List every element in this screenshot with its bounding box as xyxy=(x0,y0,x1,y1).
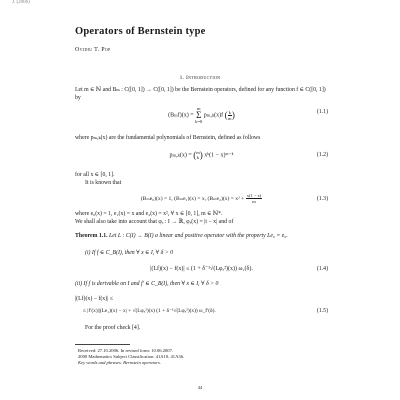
eq3-fraction xyxy=(246,193,263,204)
eq3-frac-num: x(1 − x) xyxy=(246,193,262,199)
footnote-msc: 2000 Mathematics Subject Classification. 41A10, 41A36. xyxy=(78,354,185,359)
eq1-lhs: (Bₘf)(x) = xyxy=(168,112,194,119)
equation-1-2: pₘ,ₖ(x) = ( m k ) xᵏ(1 − x)ᵐ⁻ᵏ (1.2) xyxy=(169,150,328,160)
paragraph-phi: We shall also take into account that φₓ : I → ℝ, φₓ(x) = |t − x| and of xyxy=(75,219,234,225)
author-name: Ovidiu T. Pop xyxy=(75,47,111,53)
eq4-body: |(Lf)(x) − f(x)| ≤ (1 + δ⁻¹√(Lφₓ²)(x)) ω₁(δ). xyxy=(150,266,253,272)
running-header: J. (2006) xyxy=(12,0,30,5)
eq1-sum-top: m xyxy=(196,106,201,111)
eq4-number: (1.4) xyxy=(316,266,328,272)
theorem-item-i: (i) If f ∈ C_B(I), then ∀ x ∈ I, ∀ δ > 0 xyxy=(85,250,174,256)
section-heading: 1. Introduction xyxy=(179,75,221,81)
paragraph-polynomials: where pₘ,ₖ(x) are the fundamental polynomials of Bernstein, defined as follows xyxy=(75,135,261,141)
eq1-number: (1.1) xyxy=(316,109,328,115)
eq2-binom-top: m xyxy=(196,150,200,155)
paragraph-test-functions: where e₀(x) = 1, e₁(x) = x and e₂(x) = x², ∀ x ∈ [0, 1], m ∈ ℕ*. xyxy=(75,211,223,217)
eq1-frac-num: k xyxy=(228,109,231,115)
eq2-rhs: xᵏ(1 − x)ᵐ⁻ᵏ xyxy=(204,152,234,159)
eq2-binom-bottom: k xyxy=(196,155,200,160)
theorem-label: Theorem 1.1. xyxy=(75,233,108,239)
equation-1-1: (Bₘf)(x) = m Σ k=0 pₘ,ₖ(x)f ( $\frac{k}{m}$ ) (1.1) xyxy=(168,106,328,124)
eq1-sum-bottom: k=0 xyxy=(195,119,203,124)
eq1-rhs: pₘ,ₖ(x)f xyxy=(203,112,224,119)
paragraph-domain: for all x ∈ [0, 1]. xyxy=(75,172,115,178)
paragraph-definition: Let m ∈ ℕ and Bₘ : C([0, 1]) → C([0, 1]) be the Bernstein operators, defined for any function f ∈ C([0, 1]) by xyxy=(75,87,326,101)
eq3-number: (1.3) xyxy=(316,196,328,202)
eq3-frac-den: m xyxy=(252,199,256,205)
equation-1-4 xyxy=(75,263,328,277)
proof-reference: For the proof check [4]. xyxy=(85,325,141,331)
eq2-number: (1.2) xyxy=(316,152,328,158)
theorem-statement: Let L : C(I) → B(I) a linear and positive operator with the property Le₀ = e₀. xyxy=(109,233,288,239)
eq2-lhs: pₘ,ₖ(x) = xyxy=(169,152,192,159)
eq5-number: (1.5) xyxy=(316,308,328,314)
theorem-1-1 xyxy=(75,232,328,240)
equation-1-3 xyxy=(75,193,328,207)
equation-1-5 xyxy=(75,305,328,319)
paper-title: Operators of Bernstein type xyxy=(75,26,206,37)
theorem-item-ii: (ii) If f is derivable on I and f′ ∈ C_B(I), then ∀ x ∈ I, ∀ δ > 0 xyxy=(75,281,219,287)
eq1-sum xyxy=(195,106,202,124)
footnote-received: Received: 27.10.2006. In revised form: 10.06.2007. xyxy=(78,348,174,353)
eq1-frac-den: m xyxy=(227,115,232,121)
footnote-keywords: Key words and phrases. Bernstein operators. xyxy=(78,360,161,365)
page-number: 44 xyxy=(197,385,203,390)
eq1-sum-sign: Σ xyxy=(196,110,202,120)
paragraph-known: It is known that xyxy=(85,180,122,186)
eq5-body: ≤ |f′(x)||(Le₁)(x) − x| + √(Lφₓ²)(x) (1 + δ⁻¹√(Lφₓ²)(x)) ω_f′(δ). xyxy=(83,308,216,314)
eq3-body: (Bₘe₀)(x) = 1, (Bₘe₁)(x) = x, (Bₘe₂)(x) = x² + xyxy=(140,196,245,202)
eq5-first-line: |(Lf)(x) − f(x)| ≤ xyxy=(75,296,113,302)
footnote-rule xyxy=(75,344,130,345)
